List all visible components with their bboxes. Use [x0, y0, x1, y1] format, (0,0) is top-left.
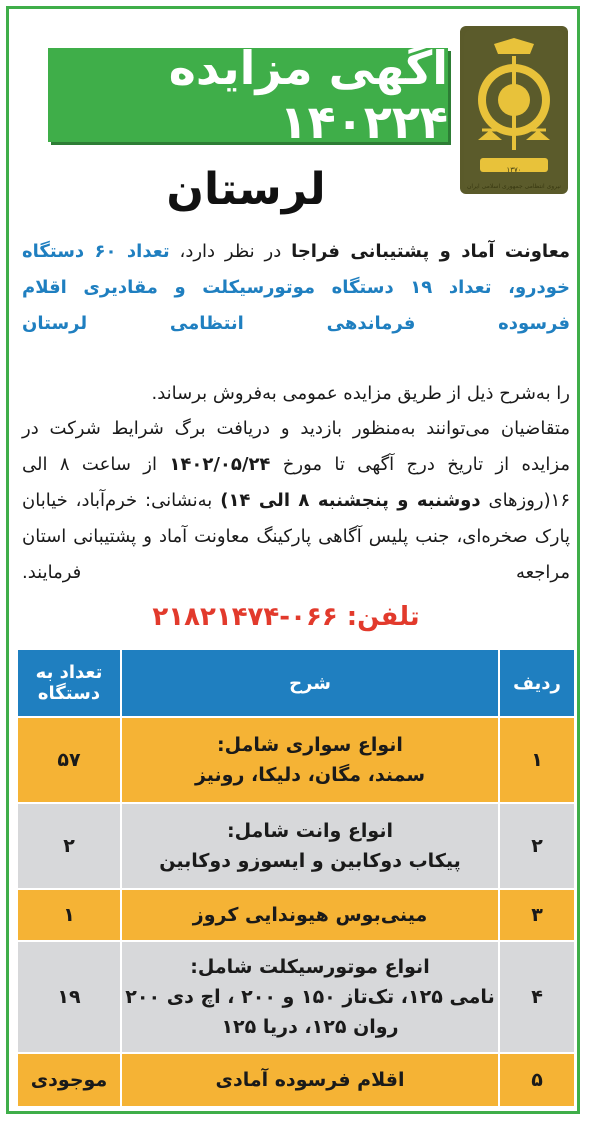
header-count: تعداد به دستگاه: [17, 649, 121, 717]
announcement: [16, 16, 576, 1108]
desc-line: نامی ۱۲۵، تک‌تاز ۱۵۰ و ۲۰۰ ، اچ دی ۲۰۰: [125, 986, 495, 1008]
table-row: [17, 941, 575, 1053]
row-count: ۵۷: [17, 717, 121, 803]
table-row: [17, 717, 575, 803]
row-number: ۳: [499, 889, 575, 941]
intro-org: معاونت آماد و پشتیبانی فراجا: [291, 241, 570, 262]
row-number: ۵: [499, 1053, 575, 1107]
header-description: شرح: [121, 649, 499, 717]
intro-paragraph: [22, 234, 570, 342]
row-number: ۲: [499, 803, 575, 889]
row-number: ۴: [499, 941, 575, 1053]
desc-line: سمند، مگان، دلیکا، رونیز: [194, 764, 426, 786]
phone-number: تلفن: ۰۶۶-۲۱۸۲۱۴۷۴: [152, 602, 420, 632]
desc-line: انواع موتورسیکلت شامل:: [190, 956, 430, 978]
table-row: [17, 803, 575, 889]
table-row: [17, 1053, 575, 1107]
row-count: موجودی: [17, 1053, 121, 1107]
row-description: [121, 717, 499, 803]
desc-line: روان ۱۲۵، دریا ۱۲۵: [221, 1016, 399, 1038]
row-description: [121, 803, 499, 889]
row-count: ۱۹: [17, 941, 121, 1053]
row-description: [121, 889, 499, 941]
visit-days: دوشنبه و پنجشنبه ۸ الی ۱۴): [220, 490, 481, 511]
conditions-text-a: متقاضیان می‌توانند به‌منظور بازدید و دریافت برگ شرایط شرکت در مزایده از تاریخ درج آگهی تا مورخ: [22, 418, 571, 475]
desc-line: انواع وانت شامل:: [227, 820, 393, 842]
conditions-text-c: به‌نشانی: خرم‌آباد، خیابان پارک صخره‌ای، جنب پلیس آگاهی پارکینگ معاونت آماد و پشتیبانی استان مراجعه فرمایند.: [22, 490, 570, 583]
table-row: [17, 889, 575, 941]
row-number: ۱: [499, 717, 575, 803]
row-count: ۲: [17, 803, 121, 889]
intro-items: تعداد ۶۰ دستگاه خودرو، تعداد ۱۹ دستگاه موتورسیکلت و مقادیری اقلام فرسوده فرماندهی انتظامی لرستان: [22, 241, 571, 334]
deadline-date: ۱۴۰۲/۰۵/۲۴: [169, 454, 271, 475]
page-title: آگهی مزایده ۱۴۰۲۲۴: [48, 48, 448, 142]
header-row-number: ردیف: [499, 649, 575, 717]
row-count: ۱: [17, 889, 121, 941]
conditions-paragraph: [22, 411, 570, 591]
province-name: لرستان: [166, 164, 326, 215]
intro-text: در نظر دارد،: [169, 241, 292, 262]
row-description: [121, 941, 499, 1053]
emblem-caption: نیروی انتظامی جمهوری اسلامی ایران: [467, 183, 561, 190]
emblem-year: ۱۳۷۰: [506, 166, 522, 174]
police-emblem: [460, 26, 568, 194]
table-header-row: [17, 649, 575, 717]
desc-line: انواع سواری شامل:: [217, 734, 403, 756]
items-table: [16, 648, 576, 1108]
desc-line: پیکاب دوکابین و ایسوزو دوکابین: [159, 850, 461, 872]
conditions-text-b: از ساعت ۸ الی ۱۶(روزهای: [22, 454, 570, 511]
intro-closing: را به‌شرح ذیل از طریق مزایده عمومی به‌فروش برساند.: [151, 383, 570, 404]
desc-line: مینی‌بوس هیوندایی کروز: [192, 904, 428, 926]
row-description: [121, 1053, 499, 1107]
desc-line: اقلام فرسوده آمادی: [215, 1069, 405, 1091]
